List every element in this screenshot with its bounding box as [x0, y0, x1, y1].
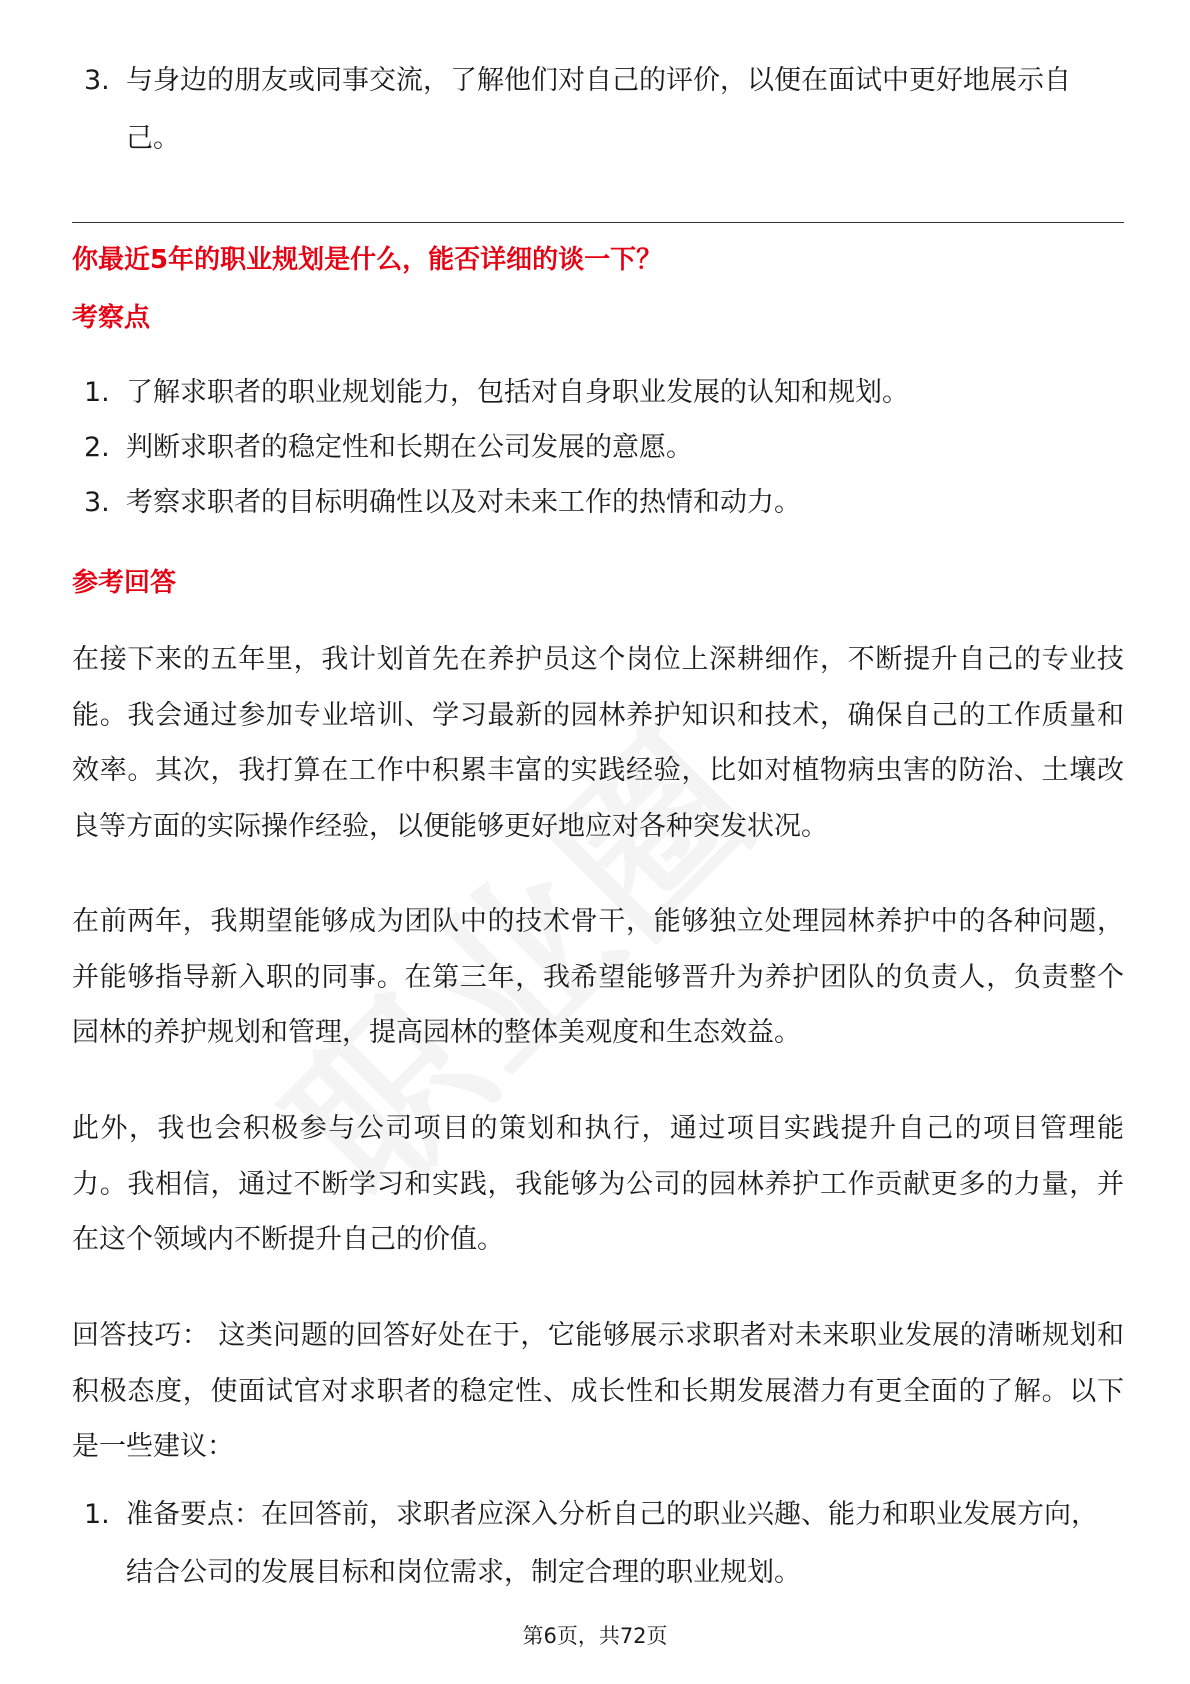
list-item-number: 1.: [84, 1499, 110, 1530]
section-divider: [72, 222, 1124, 223]
tips-intro-paragraph: 回答技巧： 这类问题的回答好处在于，它能够展示求职者对未来职业发展的清晰规划和积极态度，使面试官对求职者的稳定性、成长性和长期发展潜力有更全面的了解。以下是一些建议：: [72, 1320, 1124, 1462]
list-item-number: 3.: [84, 65, 110, 96]
list-item-number: 3.: [84, 487, 110, 518]
answer-paragraph: 在前两年，我期望能够成为团队中的技术骨干，能够独立处理园林养护中的各种问题，并能够指导新入职的同事。在第三年，我希望能够晋升为养护团队的负责人，负责整个园林的养护规划和管理，提高园林的整体美观度和生态效益。: [72, 906, 1124, 1048]
list-item-text: 判断求职者的稳定性和长期在公司发展的意愿。: [126, 432, 693, 463]
focus-list: [72, 365, 1124, 530]
question-title: 你最近5年的职业规划是什么，能否详细的谈一下？: [72, 245, 663, 275]
list-item-text: 了解求职者的职业规划能力，包括对自身职业发展的认知和规划。: [126, 377, 909, 408]
answer-paragraph: 此外，我也会积极参与公司项目的策划和执行，通过项目实践提升自己的项目管理能力。我相信，通过不断学习和实践，我能够为公司的园林养护工作贡献更多的力量，并在这个领域内不断提升自己的价值。: [72, 1113, 1124, 1255]
list-item: [72, 1486, 1124, 1602]
list-item-text: 考察求职者的目标明确性以及对未来工作的热情和动力。: [126, 487, 801, 518]
list-item-text: 与身边的朋友或同事交流，了解他们对自己的评价，以便在面试中更好地展示自己。: [126, 65, 1071, 154]
list-item: [72, 420, 1124, 475]
focus-heading: 考察点: [72, 303, 151, 333]
list-item: [72, 365, 1124, 420]
list-item: [72, 52, 1124, 168]
list-item-number: 1.: [84, 377, 110, 408]
answer-heading: 参考回答: [72, 568, 177, 598]
tips-list: [72, 1486, 1124, 1602]
list-item-text: 准备要点：在回答前，求职者应深入分析自己的职业兴趣、能力和职业发展方向，结合公司的发展目标和岗位需求，制定合理的职业规划。: [126, 1499, 1098, 1588]
list-item-number: 2.: [84, 432, 110, 463]
continued-list: [72, 52, 1124, 168]
page-footer: 第6页，共72页: [522, 1624, 668, 1648]
answer-paragraph: 在接下来的五年里，我计划首先在养护员这个岗位上深耕细作，不断提升自己的专业技能。我会通过参加专业培训、学习最新的园林养护知识和技术，确保自己的工作质量和效率。其次，我打算在工作中积累丰富的实践经验，比如对植物病虫害的防治、土壤改良等方面的实际操作经验，以便能够更好地应对各种突发状况。: [72, 644, 1124, 842]
list-item: [72, 475, 1124, 530]
